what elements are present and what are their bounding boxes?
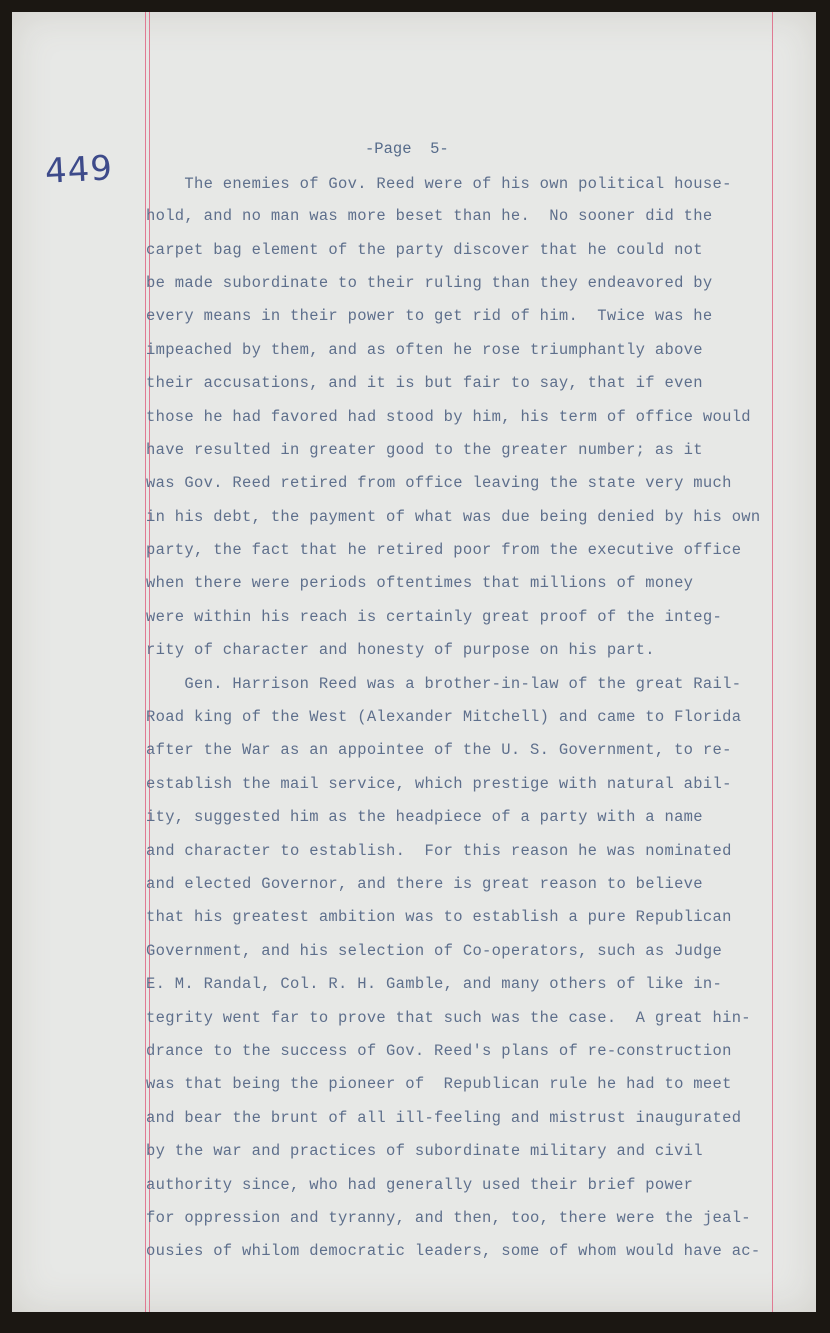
text-line: Road king of the West (Alexander Mitchell) and came to Florida xyxy=(146,708,742,726)
text-line: were within his reach is certainly great proof of the integ- xyxy=(146,608,723,626)
text-line: and elected Governor, and there is great reason to believe xyxy=(146,875,703,893)
text-line: ousies of whilom democratic leaders, some of whom would have ac- xyxy=(146,1242,761,1260)
page-heading: -Page 5- xyxy=(365,140,449,158)
text-line: was Gov. Reed retired from office leaving the state very much xyxy=(146,474,732,492)
text-line: that his greatest ambition was to establish a pure Republican xyxy=(146,908,732,926)
text-line: Government, and his selection of Co-operators, such as Judge xyxy=(146,942,723,960)
text-line: Gen. Harrison Reed was a brother-in-law of the great Rail- xyxy=(146,675,742,693)
text-line: by the war and practices of subordinate military and civil xyxy=(146,1142,703,1160)
text-line: party, the fact that he retired poor from the executive office xyxy=(146,541,742,559)
text-line: ity, suggested him as the headpiece of a party with a name xyxy=(146,808,703,826)
text-line: authority since, who had generally used their brief power xyxy=(146,1176,694,1194)
margin-rule-right xyxy=(772,12,773,1312)
text-line: The enemies of Gov. Reed were of his own political house- xyxy=(146,175,732,193)
text-line: rity of character and honesty of purpose on his part. xyxy=(146,641,655,659)
text-line: drance to the success of Gov. Reed's plans of re-construction xyxy=(146,1042,732,1060)
text-line: have resulted in greater good to the greater number; as it xyxy=(146,441,703,459)
text-line: and character to establish. For this reason he was nominated xyxy=(146,842,732,860)
text-line: after the War as an appointee of the U. S. Government, to re- xyxy=(146,741,732,759)
text-line: tegrity went far to prove that such was the case. A great hin- xyxy=(146,1009,751,1027)
text-line: be made subordinate to their ruling than they endeavored by xyxy=(146,274,713,292)
text-line: in his debt, the payment of what was due being denied by his own xyxy=(146,508,761,526)
text-line: impeached by them, and as often he rose triumphantly above xyxy=(146,341,703,359)
text-line: and bear the brunt of all ill-feeling and mistrust inaugurated xyxy=(146,1109,742,1127)
text-line: every means in their power to get rid of him. Twice was he xyxy=(146,307,713,325)
text-line: establish the mail service, which prestige with natural abil- xyxy=(146,775,732,793)
text-line: when there were periods oftentimes that millions of money xyxy=(146,574,694,592)
text-line: for oppression and tyranny, and then, too, there were the jeal- xyxy=(146,1209,751,1227)
text-line: carpet bag element of the party discover that he could not xyxy=(146,241,703,259)
text-line: their accusations, and it is but fair to say, that if even xyxy=(146,374,703,392)
text-line: hold, and no man was more beset than he. No sooner did the xyxy=(146,207,713,225)
text-line: those he had favored had stood by him, his term of office would xyxy=(146,408,751,426)
text-line: was that being the pioneer of Republican rule he had to meet xyxy=(146,1075,732,1093)
handwritten-folio-number: 449 xyxy=(43,148,114,192)
text-line: E. M. Randal, Col. R. H. Gamble, and many others of like in- xyxy=(146,975,723,993)
